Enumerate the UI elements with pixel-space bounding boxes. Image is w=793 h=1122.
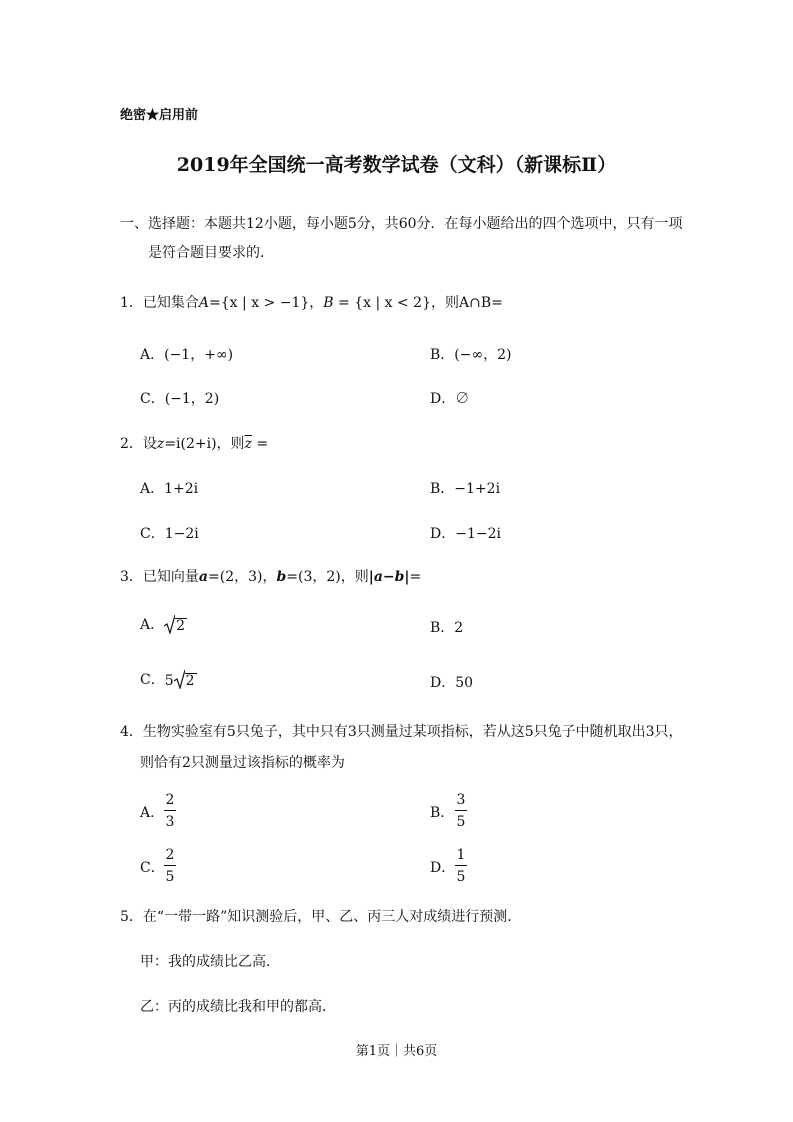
square-root-expression: [174, 669, 197, 689]
q1-option-d[interactable]: [430, 388, 469, 408]
q3-option-a[interactable]: [140, 614, 187, 634]
vector-b-value: =(3，2)，则: [286, 569, 369, 585]
conjugate-symbol: $\overline{z}$: [244, 436, 252, 452]
q4-option-d-fraction[interactable]: [455, 847, 467, 885]
q4-option-a-fraction[interactable]: [164, 792, 176, 830]
denominator: 3: [165, 814, 175, 830]
page-title: 2019年全国统一高考数学试卷（文科）（新课标Ⅱ）: [176, 154, 617, 176]
question-stem-mid: =i(2+i)，则: [164, 436, 245, 452]
q4-option-c-label[interactable]: C．: [140, 860, 165, 876]
q4-option-c-fraction[interactable]: [164, 847, 176, 885]
question-stem: 生物实验室有5只兔子，其中只有3只测量过某项指标，若从这5只兔子中随机取出3只，: [142, 724, 683, 740]
question-number: 2．: [120, 436, 143, 452]
radical-sign-icon: [164, 614, 175, 634]
numerator: 1: [456, 847, 466, 863]
question-ask: 则A∩B=: [444, 295, 503, 311]
fraction-bar: [164, 865, 176, 866]
denominator: 5: [165, 869, 175, 885]
page-footer: 第1页｜共6页: [355, 1044, 438, 1059]
square-root-expression: [164, 614, 187, 634]
question-stem: 设: [142, 436, 157, 452]
confidential-label: 绝密★启用前: [120, 108, 199, 123]
coefficient: 5: [164, 673, 174, 689]
vector-a-value: =(2，3)，: [208, 569, 277, 585]
option-label: A．: [140, 617, 165, 633]
q1-option-b[interactable]: B．(−∞，2): [430, 347, 512, 363]
q3-option-d[interactable]: D．50: [430, 675, 474, 691]
question-ask: =: [251, 436, 269, 452]
question-number: 5．: [120, 909, 143, 925]
section-heading-line2: 是符合题目要求的．: [148, 245, 274, 261]
fraction-bar: [455, 810, 467, 811]
q1-option-a[interactable]: A．(−1，+∞): [140, 347, 234, 363]
numerator: 2: [165, 792, 175, 808]
option-label: C．: [140, 672, 165, 688]
empty-set-symbol: ∅: [455, 391, 470, 407]
set-b-symbol: B: [323, 295, 334, 311]
set-a-definition: ={x | x > −1}，: [209, 295, 324, 311]
set-b-definition: = {x | x < 2}，: [333, 295, 445, 311]
q4-option-b-label[interactable]: B．: [430, 805, 455, 821]
question-number: 1．: [120, 295, 143, 311]
q3-option-b[interactable]: B．2: [430, 620, 464, 636]
q2-option-b[interactable]: B．−1+2i: [430, 481, 501, 497]
vector-difference-magnitude: |a−b|: [368, 569, 410, 585]
vector-a-symbol: a: [198, 569, 208, 585]
q4-option-d-label[interactable]: D．: [430, 860, 456, 876]
fraction-bar: [455, 865, 467, 866]
vector-b-symbol: b: [276, 569, 287, 585]
question-3: [120, 566, 421, 586]
question-2: [120, 433, 268, 453]
question-5: [120, 906, 521, 926]
complex-variable: z: [156, 436, 165, 452]
q2-option-c[interactable]: C．1−2i: [140, 526, 199, 542]
question-number: 3．: [120, 569, 143, 585]
q2-option-d[interactable]: D．−1−2i: [430, 526, 501, 542]
fraction-bar: [164, 810, 176, 811]
denominator: 5: [456, 869, 466, 885]
question-1: [120, 292, 503, 312]
question-4-line2: 则恰有2只测量过该指标的概率为: [140, 755, 345, 771]
radical-sign-icon: [174, 669, 185, 689]
q3-option-c[interactable]: [140, 669, 197, 689]
numerator: 3: [456, 792, 466, 808]
radicand: 2: [185, 673, 195, 689]
q1-option-c[interactable]: C．(−1，2): [140, 391, 220, 407]
question-ask: =: [409, 569, 422, 585]
question-5-statement-jia: 甲：我的成绩比乙高．: [140, 954, 280, 970]
option-label: D．: [430, 391, 456, 407]
question-number: 4．: [120, 724, 143, 740]
section-heading-line1: 一、选择题：本题共12小题，每小题5分，共60分．在每小题给出的四个选项中，只有一项: [120, 216, 683, 232]
q4-option-a-label[interactable]: A．: [140, 805, 165, 821]
denominator: 5: [456, 814, 466, 830]
question-4-line1: [120, 721, 683, 741]
question-stem: 在“一带一路”知识测验后，甲、乙、丙三人对成绩进行预测．: [142, 909, 522, 925]
q4-option-b-fraction[interactable]: [455, 792, 467, 830]
q2-option-a[interactable]: A．1+2i: [140, 481, 199, 497]
question-stem: 已知集合: [142, 295, 199, 311]
numerator: 2: [165, 847, 175, 863]
question-5-statement-yi: 乙：丙的成绩比我和甲的都高．: [140, 999, 336, 1015]
set-a-symbol: A: [198, 295, 210, 311]
radicand: 2: [176, 618, 186, 634]
question-stem: 已知向量: [142, 569, 199, 585]
